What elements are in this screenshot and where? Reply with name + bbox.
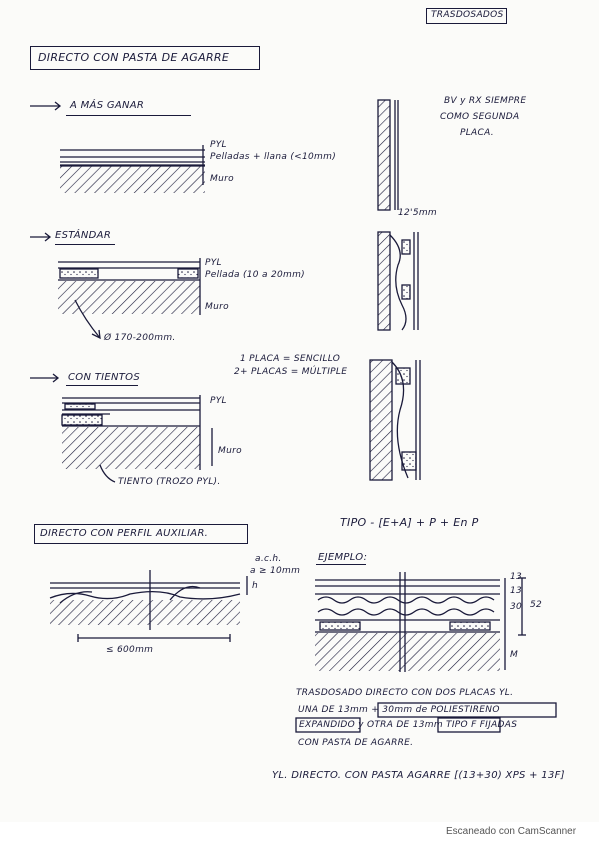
code-line: YL. DIRECTO. CON PASTA AGARRE [(13+30) XPS + 13F] — [272, 770, 565, 781]
spacing-label: ≤ 600mm — [106, 645, 154, 655]
variant3-title: CON TIENTOS — [68, 372, 140, 383]
section2-title: DIRECTO CON PERFIL AUXILIAR. — [40, 528, 209, 539]
variant1-underline — [66, 115, 191, 116]
variant2-title: ESTÁNDAR — [55, 230, 112, 241]
layer-13b: 13 — [510, 586, 523, 596]
description-line-2: UNA DE 13mm + 30mm de POLIESTIRENO — [298, 705, 500, 715]
layer-13a: 13 — [510, 572, 523, 582]
h-label: h — [252, 581, 259, 591]
thickness-label: 12'5mm — [398, 208, 437, 218]
spacing-note-2: a ≥ 10mm — [250, 566, 301, 576]
side-note-3: PLACA. — [460, 128, 494, 138]
variant3-underline — [66, 385, 138, 386]
description-line-3: EXPANDIDO y OTRA DE 13mm TIPO F FIJADAS — [299, 720, 518, 730]
example-underline — [316, 564, 366, 565]
formula: TIPO - [E+A] + P + En P — [340, 516, 479, 529]
header-tag: TRASDOSADOS — [431, 10, 504, 20]
variant1-label-pelladas: Pelladas + llana (<10mm) — [210, 152, 337, 162]
variant1-title: A MÁS GANAR — [70, 100, 145, 111]
footer-text: Escaneado con CamScanner — [446, 826, 577, 837]
description-line-1: TRASDOSADO DIRECTO CON DOS PLACAS YL. — [296, 688, 514, 698]
variant3-label-pyl: PYL — [210, 396, 227, 406]
variant2-underline — [55, 244, 115, 245]
layer-30: 30 — [510, 602, 523, 612]
section1-title: DIRECTO CON PASTA DE AGARRE — [38, 51, 230, 64]
example-title: EJEMPLO: — [318, 552, 368, 563]
side-note-1: BV y RX SIEMPRE — [444, 96, 527, 106]
spacing-note-1: a.c.h. — [255, 554, 282, 564]
variant2-label-pyl: PYL — [205, 258, 222, 268]
variant3-note: TIENTO (TROZO PYL). — [118, 477, 221, 487]
plate-note-1: 1 PLACA = SENCILLO — [240, 354, 341, 364]
variant2-note: Ø 170-200mm. — [104, 333, 176, 343]
variant1-label-muro: Muro — [210, 174, 234, 184]
layer-m: M — [510, 650, 519, 660]
variant2-label-muro: Muro — [205, 302, 229, 312]
variant2-label-pellada: Pellada (10 a 20mm) — [205, 270, 305, 280]
side-note-2: COMO SEGUNDA — [440, 112, 520, 122]
variant1-label-pyl: PYL — [210, 140, 227, 150]
layer-total: 52 — [530, 600, 543, 610]
variant3-label-muro: Muro — [218, 446, 242, 456]
description-line-4: CON PASTA DE AGARRE. — [298, 738, 414, 748]
plate-note-2: 2+ PLACAS = MÚLTIPLE — [234, 367, 348, 377]
